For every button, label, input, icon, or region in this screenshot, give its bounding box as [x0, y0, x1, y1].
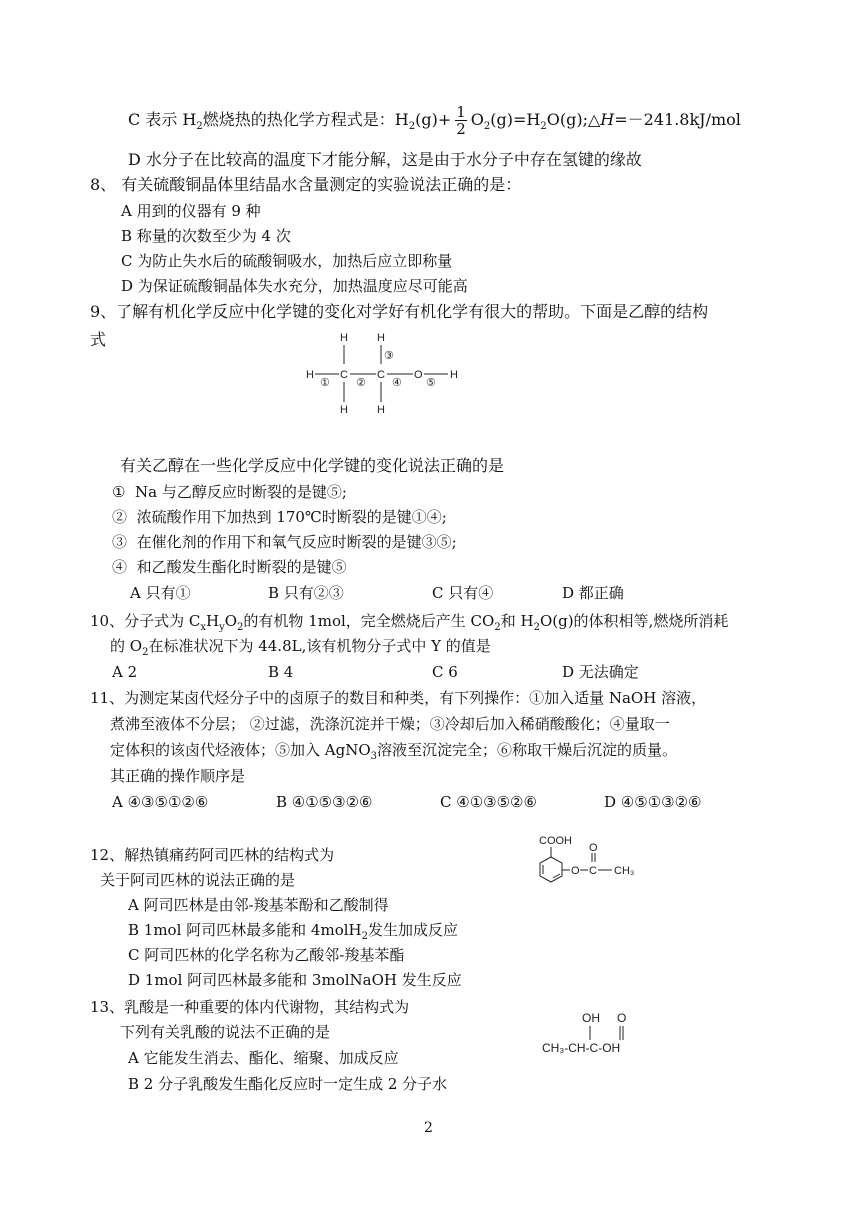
- q9-item-1: [112, 482, 347, 502]
- q8-stem: 8、 有关硫酸铜晶体里结晶水含量测定的实验说法正确的是：: [90, 175, 522, 194]
- q9-option-d: D 都正确: [562, 584, 624, 602]
- ethanol-o: O: [414, 369, 423, 381]
- aspirin-ch3: CH₃: [614, 865, 635, 877]
- ethanol-bond-3-label: ③: [384, 350, 394, 362]
- aspirin-carbonyl-o: O: [589, 842, 598, 854]
- q11-stem-line4: 其正确的操作顺序是: [110, 767, 246, 785]
- q13-stem: 13、乳酸是一种重要的体内代谢物，其结构式为: [90, 998, 410, 1016]
- q12-option-a: A 阿司匹林是由邻-羧基苯酚和乙酸制得: [128, 896, 389, 914]
- q9-option-c: C 只有④: [432, 584, 494, 602]
- q7-option-c: C 表示 $H_2$燃烧热的热化学方程式是：$H_2(g)+$ $\frac{1}{2}$ $O_2(g)=H_2O(g);\triangle H=-241.8kJ$/mol: [128, 103, 741, 138]
- ethanol-structure: [300, 330, 480, 420]
- page-number: 2: [424, 1120, 433, 1136]
- ethanol-h-top-1: H: [340, 332, 348, 344]
- q9-stem-line2: 式: [90, 330, 107, 349]
- q7-option-d: D 水分子在比较高的温度下才能分解，这是由于水分子中存在氢键的缘故: [128, 150, 642, 169]
- ethanol-c1: C: [340, 369, 348, 381]
- q9-item-2-text: 浓硫酸作用下加热到 170℃时断裂的是键①④;: [136, 508, 447, 526]
- q10-option-d: D 无法确定: [562, 663, 639, 681]
- q9-item-4-num: ④: [112, 558, 128, 576]
- q9-item-1-num: ①: [112, 483, 126, 501]
- q9-item-1-text: Na 与乙醇反应时断裂的是键⑤;: [135, 483, 347, 501]
- q10-stem-line1: 10、分子式为 $C_xH_yO_2$的有机物 1mol，完全燃烧后产生 $CO_2$和 $H_2O(g)$的体积相等,燃烧所消耗: [90, 612, 729, 633]
- q11-option-d: D ④⑤①③②⑥: [604, 793, 702, 811]
- aspirin-structure: [528, 832, 658, 902]
- q10-option-a: A 2: [112, 663, 138, 681]
- q12-option-c: C 阿司匹林的化学名称为乙酸邻-羧基苯酯: [128, 946, 405, 964]
- lactic-o-top: O: [617, 1011, 627, 1025]
- q11-option-b: B ④①⑤③②⑥: [276, 793, 373, 811]
- q12-option-d: D 1mol 阿司匹林最多能和 3molNaOH 发生反应: [128, 971, 462, 989]
- lactic-oh-top: OH: [582, 1011, 600, 1025]
- q8-option-d: D 为保证硫酸铜晶体失水充分，加热温度应尽可能高: [121, 277, 468, 295]
- ethanol-h-top-2: H: [377, 332, 385, 344]
- ethanol-bond-1-label: ①: [320, 377, 330, 389]
- ethanol-h-left: H: [306, 369, 314, 381]
- q8-option-c: C 为防止失水后的硫酸铜吸水，加热后应立即称量: [121, 252, 453, 270]
- q9-item-3-text: 在催化剂的作用下和氧气反应时断裂的是键③⑤;: [136, 533, 457, 551]
- q13-option-b: B 2 分子乳酸发生酯化反应时一定生成 2 分子水: [128, 1075, 448, 1093]
- q11-stem-line2: 煮沸至液体不分层； ②过滤，洗涤沉淀并干燥；③冷却后加入稀硝酸酸化；④量取一: [110, 715, 670, 733]
- q11-stem-line3: 定体积的该卤代烃液体；⑤加入 AgNO$_3$溶液至沉淀完全；⑥称取干燥后沉淀的质量。: [110, 741, 678, 762]
- aspirin-ester-o: O: [571, 865, 580, 877]
- q9-item-3-num: ③: [112, 533, 128, 551]
- ethanol-c2: C: [377, 369, 385, 381]
- q9-item-4: [112, 557, 347, 577]
- q12-stem: 12、解热镇痛药阿司匹林的结构式为: [90, 846, 335, 864]
- aspirin-carbonyl-c: C: [589, 865, 597, 877]
- ethanol-h-bottom-1: H: [340, 404, 348, 416]
- q8-option-a: A 用到的仪器有 9 种: [121, 202, 261, 220]
- q10-option-b: B 4: [268, 663, 294, 681]
- q12-sub-stem: 关于阿司匹林的说法正确的是: [100, 871, 296, 889]
- aspirin-cooh: COOH: [539, 835, 572, 847]
- ethanol-bond-4-label: ④: [392, 377, 402, 389]
- q8-option-b: B 称量的次数至少为 4 次: [121, 227, 291, 245]
- q10-stem-line2: 的 $O_2$在标准状况下为 44.8L,该有机物分子式中 Y 的值是: [110, 637, 491, 658]
- q9-item-3: [112, 532, 457, 552]
- q13-option-a: A 它能发生消去、酯化、缩聚、加成反应: [128, 1049, 399, 1067]
- q9-option-a: A 只有①: [130, 584, 191, 602]
- ethanol-bond-2-label: ②: [356, 377, 366, 389]
- q9-stem-line1: 9、了解有机化学反应中化学键的变化对学好有机化学有很大的帮助。下面是乙醇的结构: [90, 302, 709, 321]
- q11-option-c: C ④①③⑤②⑥: [440, 793, 537, 811]
- q12-option-b: B 1mol 阿司匹林最多能和 4molH$_2$发生加成反应: [128, 921, 458, 942]
- q10-option-c: C 6: [432, 663, 458, 681]
- q11-option-a: A ④③⑤①②⑥: [112, 793, 209, 811]
- lactic-acid-structure: [540, 1010, 670, 1062]
- q9-item-2-num: ②: [112, 508, 128, 526]
- q9-item-2: [112, 507, 447, 527]
- q13-sub-stem: 下列有关乳酸的说法不正确的是: [120, 1023, 331, 1041]
- ethanol-bond-5-label: ⑤: [426, 377, 436, 389]
- q11-stem-line1: 11、为测定某卤代烃分子中的卤原子的数目和种类，有下列操作：①加入适量 NaOH 溶液，: [90, 689, 707, 707]
- lactic-main-chain: CH₃-CH-C-OH: [542, 1041, 621, 1055]
- q9-option-b: B 只有②③: [268, 584, 344, 602]
- ethanol-h-bottom-2: H: [377, 404, 385, 416]
- q9-item-4-text: 和乙酸发生酯化时断裂的是键⑤: [136, 558, 347, 576]
- fraction-one-half: $\frac{1}{2}$: [456, 103, 466, 138]
- q9-sub-stem: 有关乙醇在一些化学反应中化学键的变化说法正确的是: [120, 456, 505, 475]
- ethanol-h-right: H: [450, 369, 458, 381]
